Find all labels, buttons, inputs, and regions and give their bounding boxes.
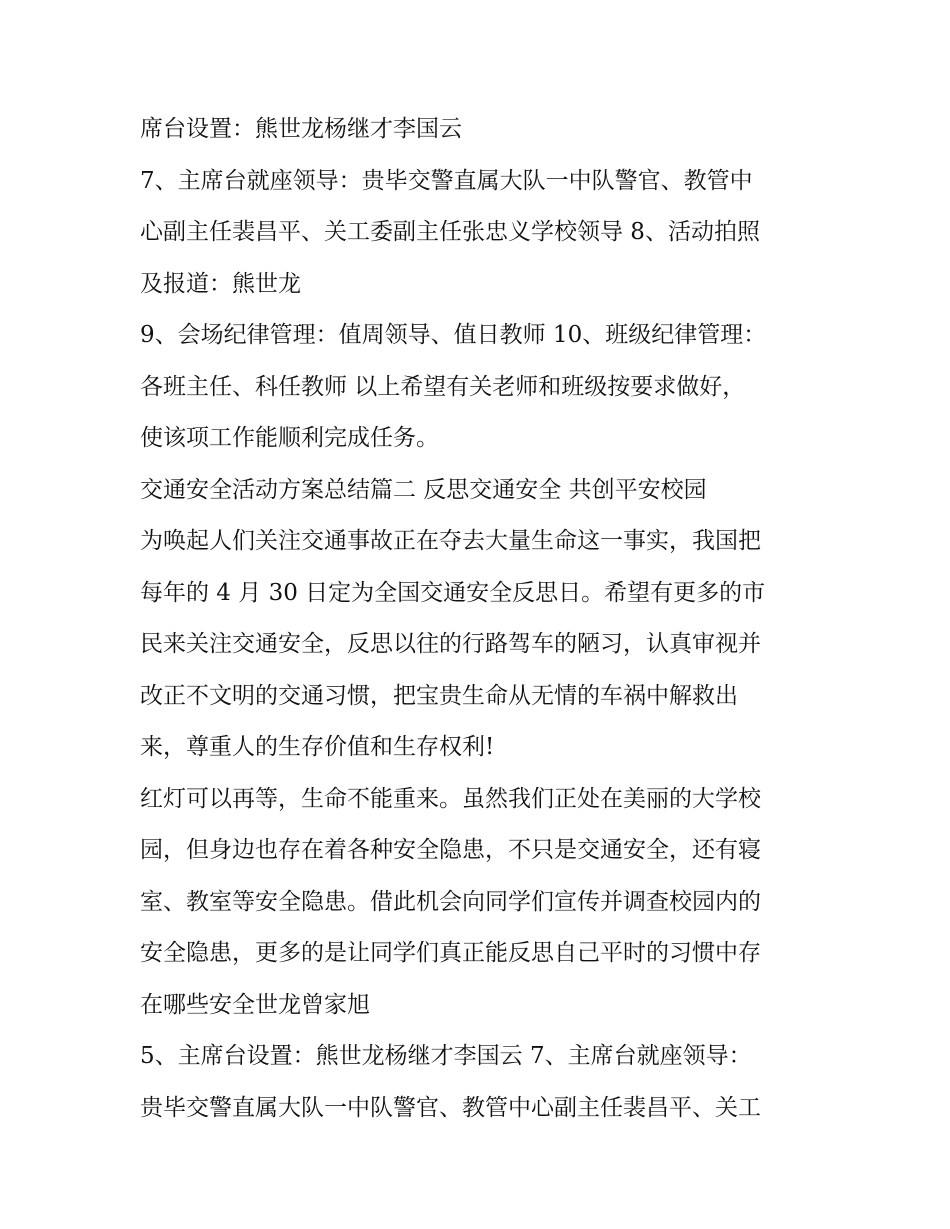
text-line: 室、教室等安全隐患。借此机会向同学们宣传并调查校园内的: [140, 888, 761, 915]
text-line: 各班主任、科任教师 以上希望有关老师和班级按要求做好，: [140, 373, 746, 400]
text-line: 来，尊重人的生存价值和生存权利!: [140, 734, 495, 760]
text-line: 贵毕交警直属大队一中队警官、教管中心副主任裴昌平、关工: [140, 1094, 761, 1121]
text-line: 及报道：熊世龙: [140, 270, 301, 297]
text-line: 民来关注交通安全，反思以往的行路驾车的陋习，认真审视并: [140, 631, 761, 657]
text-line: 席台设置：熊世龙杨继才李国云: [140, 116, 462, 142]
text-line: 心副主任裴昌平、关工委副主任张忠义学校领导 8、活动拍照: [140, 219, 760, 245]
text-line: 5、主席台设置：熊世龙杨继才李国云 7、主席台就座领导：: [140, 1043, 752, 1069]
text-line: 使该项工作能顺利完成任务。: [140, 425, 439, 451]
section-heading: 交通安全活动方案总结篇二 反思交通安全 共创平安校园: [140, 476, 707, 503]
text-line: 改正不文明的交通习惯，把宝贵生命从无情的车祸中解救出: [140, 682, 738, 709]
text-line: 9、会场纪律管理：值周领导、值日教师 10、班级纪律管理：: [140, 322, 767, 348]
text-line: 为唤起人们关注交通事故正在夺去大量生命这一事实，我国把: [140, 528, 761, 554]
text-line: 7、主席台就座领导：贵毕交警直属大队一中队警官、教管中: [140, 167, 753, 194]
document-body: [140, 104, 830, 1134]
text-line: 园，但身边也存在着各种安全隐患，不只是交通安全，还有寝: [140, 837, 761, 863]
text-line: 每年的 4 月 30 日定为全国交通安全反思日。希望有更多的市: [140, 579, 766, 606]
text-line: 在哪些安全世龙曾家旭: [140, 991, 370, 1018]
text-line: 红灯可以再等，生命不能重来。虽然我们正处在美丽的大学校: [140, 785, 761, 812]
text-line: 安全隐患，更多的是让同学们真正能反思自己平时的习惯中存: [140, 940, 761, 966]
